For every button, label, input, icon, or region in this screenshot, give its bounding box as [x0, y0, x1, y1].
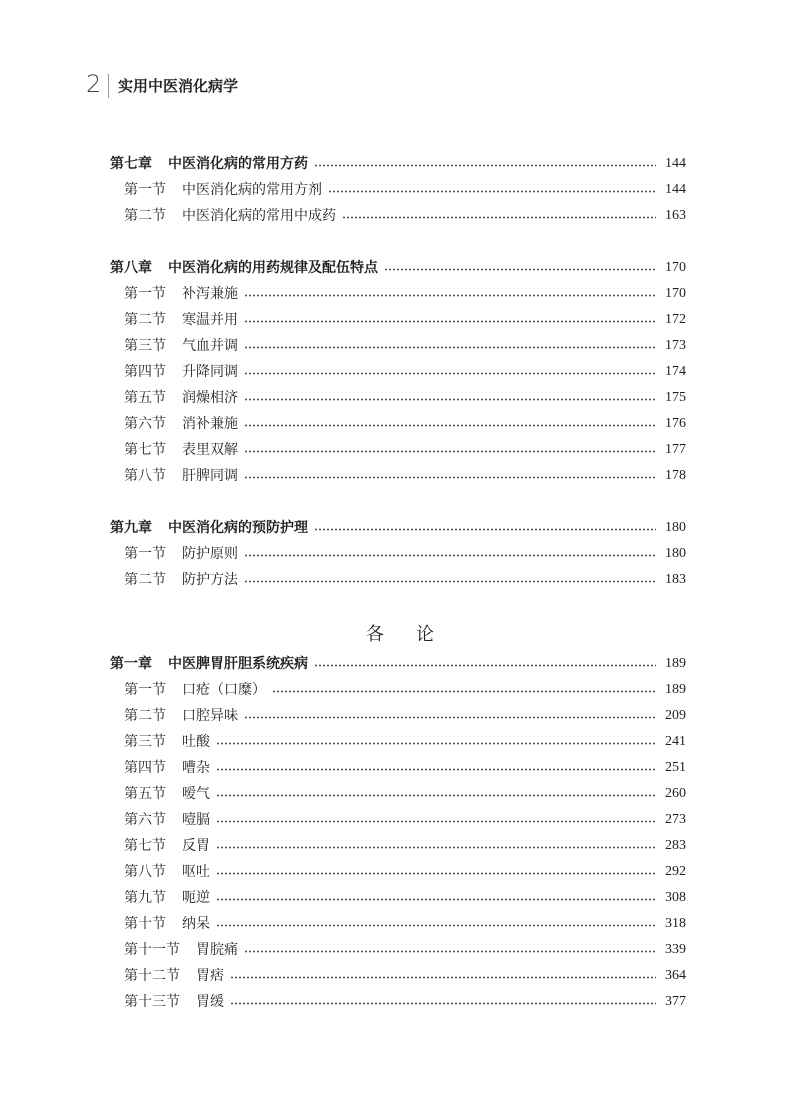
- dot-leader: [216, 768, 656, 771]
- page-ref: 172: [665, 312, 686, 327]
- section-title: 嗳气: [182, 786, 210, 802]
- dot-leader: [216, 794, 656, 797]
- section-title: 中医消化病的常用中成药: [182, 208, 336, 224]
- toc-chapter-9[interactable]: [110, 518, 686, 538]
- page-ref: 176: [665, 416, 686, 431]
- chapter-number: 第七章: [110, 156, 152, 172]
- toc-section[interactable]: [110, 414, 686, 434]
- toc-chapter-7[interactable]: [110, 154, 686, 174]
- dot-leader: [244, 554, 656, 557]
- toc-section[interactable]: [110, 836, 686, 856]
- dot-leader: [244, 346, 656, 349]
- section-number: 第四节: [124, 760, 166, 776]
- page-ref: 339: [665, 942, 686, 957]
- dot-leader: [244, 398, 656, 401]
- chapter-number: 第九章: [110, 520, 152, 536]
- chapter-title: 中医脾胃肝胆系统疾病: [168, 656, 308, 672]
- section-title: 防护原则: [182, 546, 238, 562]
- section-title: 肝脾同调: [182, 468, 238, 484]
- toc-section[interactable]: [110, 784, 686, 804]
- section-number: 第二节: [124, 708, 166, 724]
- section-title: 消补兼施: [182, 416, 238, 432]
- section-title: 呃逆: [182, 890, 210, 906]
- section-title: 中医消化病的常用方剂: [182, 182, 322, 198]
- dot-leader: [244, 294, 656, 297]
- toc-section[interactable]: [110, 862, 686, 882]
- toc-section[interactable]: [110, 966, 686, 986]
- dot-leader: [244, 716, 656, 719]
- section-number: 第五节: [124, 390, 166, 406]
- dot-leader: [230, 1002, 656, 1005]
- page-ref: 377: [665, 994, 686, 1009]
- dot-leader: [244, 320, 656, 323]
- section-number: 第九节: [124, 890, 166, 906]
- page-ref: 180: [665, 546, 686, 561]
- page-ref: 175: [665, 390, 686, 405]
- section-title: 胃缓: [196, 994, 224, 1010]
- toc-section[interactable]: [110, 466, 686, 486]
- section-number: 第十一节: [124, 942, 180, 958]
- dot-leader: [272, 690, 656, 693]
- toc-section[interactable]: [110, 284, 686, 304]
- dot-leader: [314, 528, 656, 531]
- section-title: 噎膈: [182, 812, 210, 828]
- dot-leader: [244, 950, 656, 953]
- toc-section[interactable]: [110, 180, 686, 200]
- toc-chapter-1[interactable]: [110, 654, 686, 674]
- toc-section[interactable]: [110, 732, 686, 752]
- dot-leader: [216, 924, 656, 927]
- chapter-number: 第八章: [110, 260, 152, 276]
- page-ref: 292: [665, 864, 686, 879]
- section-number: 第七节: [124, 838, 166, 854]
- section-title: 表里双解: [182, 442, 238, 458]
- page-ref: 173: [665, 338, 686, 353]
- dot-leader: [216, 742, 656, 745]
- toc-section[interactable]: [110, 888, 686, 908]
- dot-leader: [244, 424, 656, 427]
- toc-section[interactable]: [110, 758, 686, 778]
- toc-chapter-8[interactable]: [110, 258, 686, 278]
- section-number: 第一节: [124, 682, 166, 698]
- dot-leader: [216, 846, 656, 849]
- section-number: 第一节: [124, 286, 166, 302]
- section-title: 嘈杂: [182, 760, 210, 776]
- page-ref: 180: [665, 520, 686, 535]
- section-number: 第十三节: [124, 994, 180, 1010]
- dot-leader: [314, 164, 656, 167]
- part-heading: 各论: [366, 624, 466, 645]
- page-ref: 273: [665, 812, 686, 827]
- section-number: 第十二节: [124, 968, 180, 984]
- page-ref: 364: [665, 968, 686, 983]
- section-number: 第二节: [124, 312, 166, 328]
- book-title: 实用中医消化病学: [118, 77, 239, 95]
- page-ref: 174: [665, 364, 686, 379]
- dot-leader: [216, 898, 656, 901]
- section-title: 润燥相济: [182, 390, 238, 406]
- page-ref: 170: [665, 286, 686, 301]
- page-ref: 189: [665, 656, 686, 671]
- dot-leader: [328, 190, 656, 193]
- page-ref: 209: [665, 708, 686, 723]
- toc-section[interactable]: [110, 310, 686, 330]
- page-ref: 163: [665, 208, 686, 223]
- toc-section[interactable]: [110, 810, 686, 830]
- section-title: 口疮（口糜）: [182, 682, 266, 698]
- dot-leader: [244, 450, 656, 453]
- section-number: 第一节: [124, 546, 166, 562]
- header-divider: [108, 74, 109, 98]
- section-title: 反胃: [182, 838, 210, 854]
- section-number: 第二节: [124, 208, 166, 224]
- toc-section[interactable]: [110, 336, 686, 356]
- toc-section[interactable]: [110, 570, 686, 590]
- section-title: 补泻兼施: [182, 286, 238, 302]
- page-ref: 283: [665, 838, 686, 853]
- toc-section[interactable]: [110, 388, 686, 408]
- section-number: 第四节: [124, 364, 166, 380]
- page-ref: 144: [665, 156, 686, 171]
- toc-section[interactable]: [110, 680, 686, 700]
- section-number: 第二节: [124, 572, 166, 588]
- chapter-title: 中医消化病的预防护理: [168, 520, 308, 536]
- toc-section[interactable]: [110, 206, 686, 226]
- section-title: 吐酸: [182, 734, 210, 750]
- page-ref: 177: [665, 442, 686, 457]
- page-ref: 251: [665, 760, 686, 775]
- toc-section[interactable]: [110, 440, 686, 460]
- chapter-title: 中医消化病的用药规律及配伍特点: [168, 260, 378, 276]
- toc-section[interactable]: [110, 362, 686, 382]
- dot-leader: [244, 580, 656, 583]
- toc-section[interactable]: [110, 544, 686, 564]
- section-number: 第六节: [124, 416, 166, 432]
- toc-section[interactable]: [110, 706, 686, 726]
- page-ref: 189: [665, 682, 686, 697]
- dot-leader: [244, 372, 656, 375]
- section-title: 胃脘痛: [196, 942, 238, 958]
- section-title: 气血并调: [182, 338, 238, 354]
- dot-leader: [230, 976, 656, 979]
- toc-section[interactable]: [110, 914, 686, 934]
- page-ref: 170: [665, 260, 686, 275]
- section-title: 口腔异味: [182, 708, 238, 724]
- dot-leader: [314, 664, 656, 667]
- page-ref: 318: [665, 916, 686, 931]
- section-title: 纳呆: [182, 916, 210, 932]
- toc-section[interactable]: [110, 940, 686, 960]
- page-ref: 178: [665, 468, 686, 483]
- section-number: 第三节: [124, 734, 166, 750]
- section-number: 第五节: [124, 786, 166, 802]
- toc-section[interactable]: [110, 992, 686, 1012]
- page-ref: 260: [665, 786, 686, 801]
- section-title: 防护方法: [182, 572, 238, 588]
- section-number: 第六节: [124, 812, 166, 828]
- dot-leader: [216, 820, 656, 823]
- dot-leader: [384, 268, 656, 271]
- chapter-title: 中医消化病的常用方药: [168, 156, 308, 172]
- page-ref: 308: [665, 890, 686, 905]
- page-number: 2: [86, 70, 102, 98]
- chapter-number: 第一章: [110, 656, 152, 672]
- section-number: 第八节: [124, 468, 166, 484]
- section-number: 第三节: [124, 338, 166, 354]
- section-number: 第十节: [124, 916, 166, 932]
- section-title: 升降同调: [182, 364, 238, 380]
- section-number: 第七节: [124, 442, 166, 458]
- dot-leader: [342, 216, 656, 219]
- dot-leader: [216, 872, 656, 875]
- page-ref: 241: [665, 734, 686, 749]
- dot-leader: [244, 476, 656, 479]
- page-ref: 183: [665, 572, 686, 587]
- section-title: 寒温并用: [182, 312, 238, 328]
- section-number: 第八节: [124, 864, 166, 880]
- page-ref: 144: [665, 182, 686, 197]
- section-title: 呕吐: [182, 864, 210, 880]
- section-title: 胃痞: [196, 968, 224, 984]
- section-number: 第一节: [124, 182, 166, 198]
